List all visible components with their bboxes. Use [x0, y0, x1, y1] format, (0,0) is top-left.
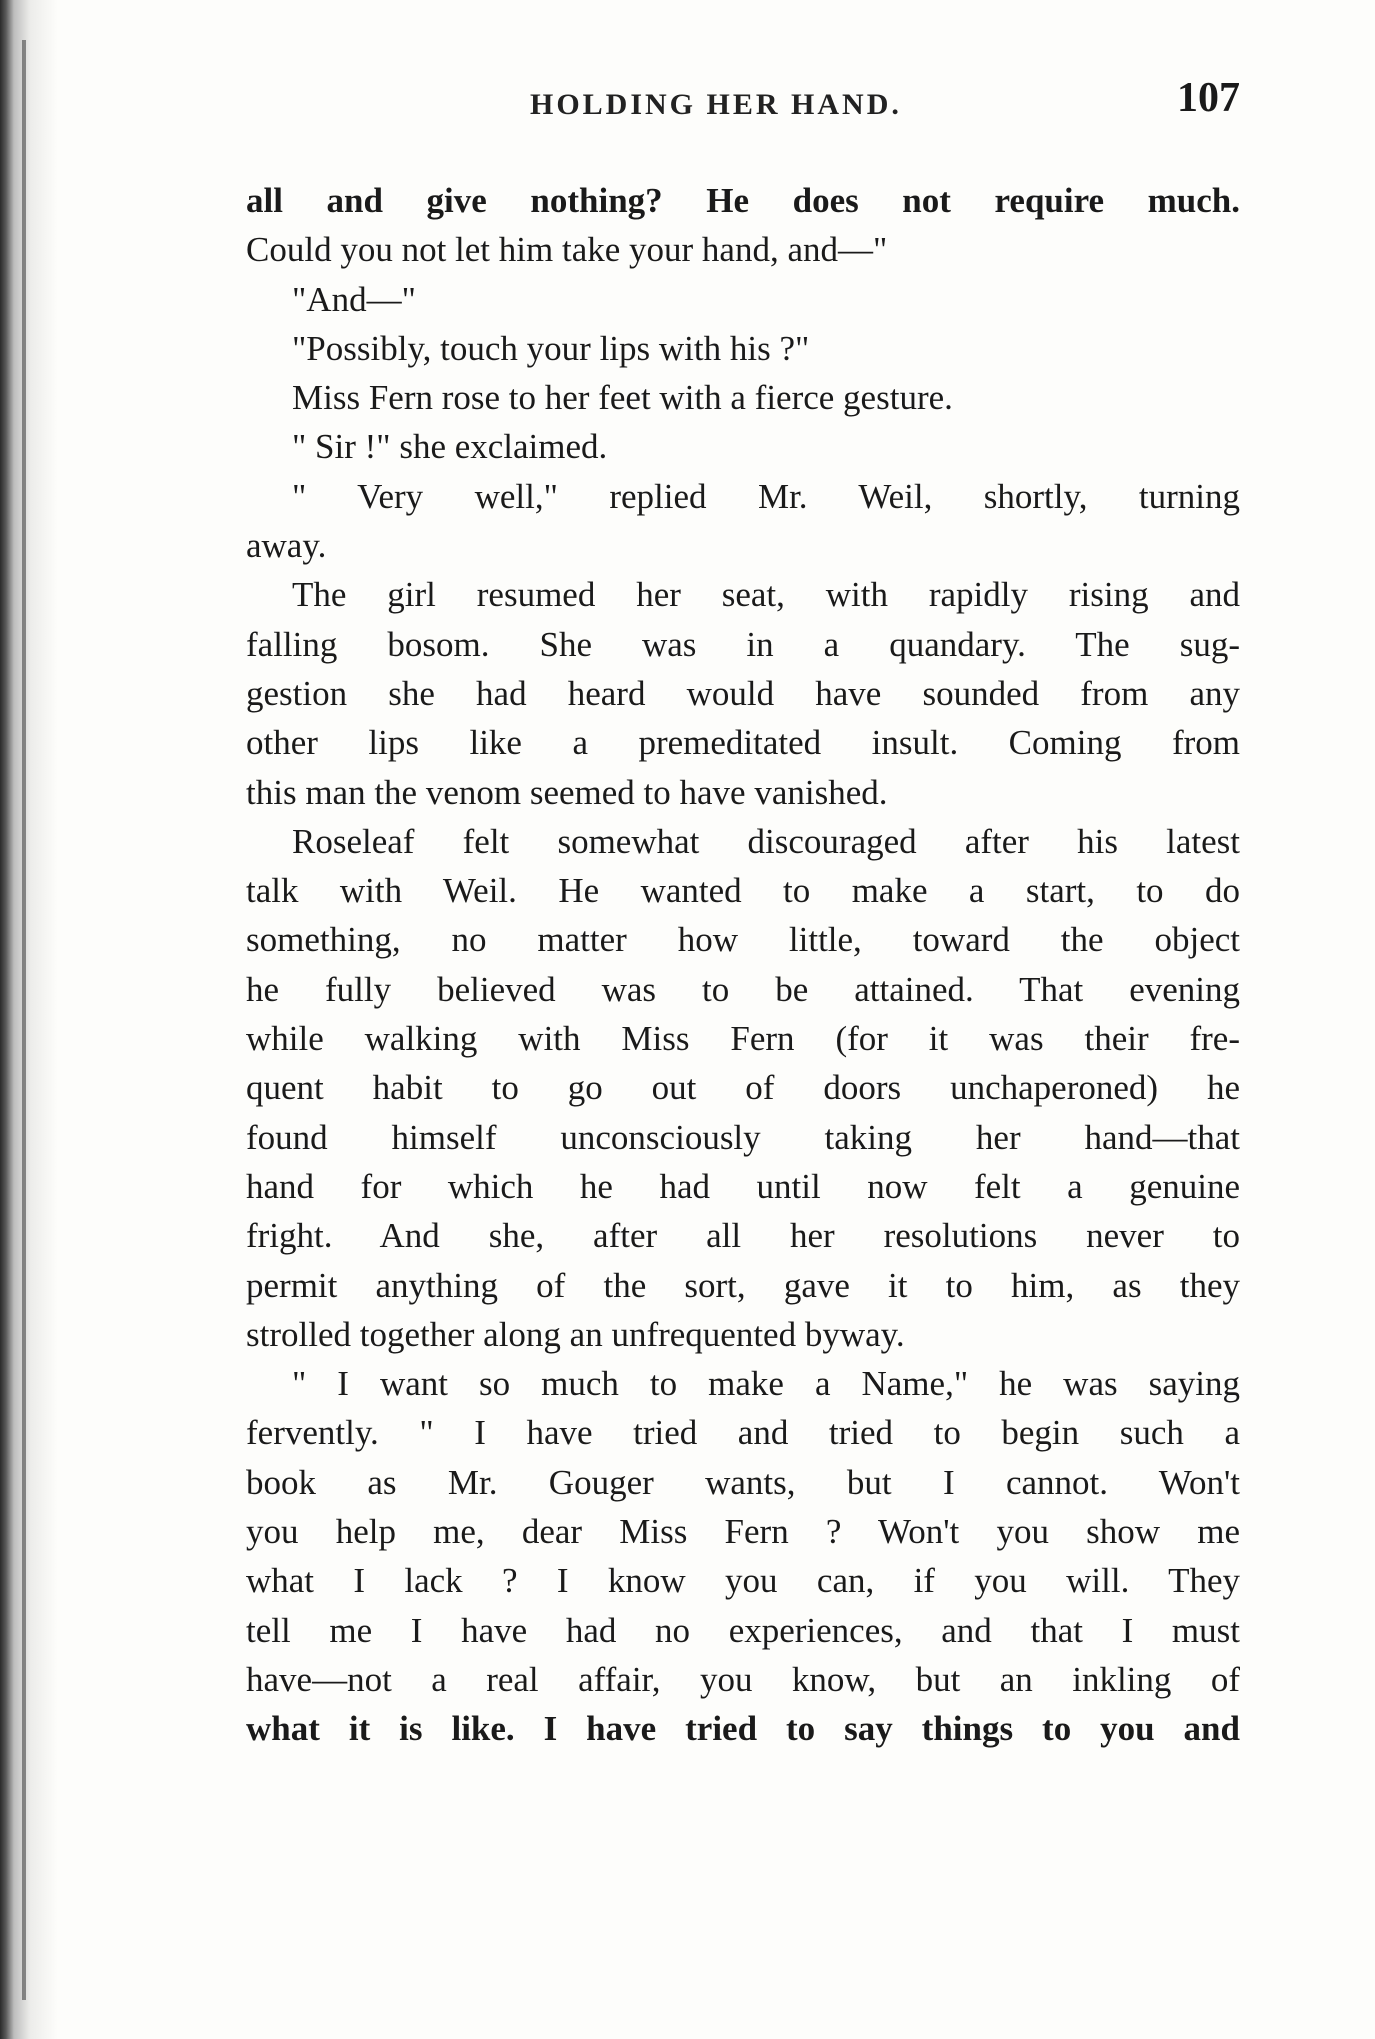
- text-line: Roseleaf felt somewhat discouraged after his latest: [292, 821, 1240, 861]
- text-line: " Very well," replied Mr. Weil, shortly, turning: [292, 476, 1240, 516]
- text-line: Miss Fern rose to her feet with a fierce gesture.: [292, 378, 953, 418]
- text-line: you help me, dear Miss Fern ? Won't you show me: [246, 1512, 1240, 1552]
- text-line: gestion she had heard would have sounded from any: [246, 673, 1240, 713]
- text-line: fervently. " I have tried and tried to begin such a: [246, 1413, 1240, 1453]
- text-line: all and give nothing? He does not require much.: [246, 181, 1240, 220]
- text-line: talk with Weil. He wanted to make a start, to do: [246, 871, 1240, 911]
- text-line: permit anything of the sort, gave it to him, as they: [246, 1265, 1240, 1305]
- book-gutter-line: [22, 40, 26, 2000]
- text-line: something, no matter how little, toward the object: [246, 920, 1240, 960]
- text-line: found himself unconsciously taking her hand—that: [246, 1117, 1240, 1157]
- text-line: tell me I have had no experiences, and that I must: [246, 1610, 1240, 1650]
- text-line: " I want so much to make a Name," he was saying: [292, 1364, 1240, 1404]
- text-line: what it is like. I have tried to say things to you and: [246, 1709, 1240, 1749]
- book-binding-shadow: [0, 0, 58, 2039]
- text-line: "Possibly, touch your lips with his ?": [292, 328, 810, 368]
- text-line: book as Mr. Gouger wants, but I cannot. Won't: [246, 1462, 1240, 1502]
- text-line: The girl resumed her seat, with rapidly rising and: [292, 575, 1240, 615]
- text-line: while walking with Miss Fern (for it was their fre-: [246, 1019, 1240, 1059]
- running-title: HOLDING HER HAND.: [530, 88, 902, 121]
- text-line: have—not a real affair, you know, but an inkling of: [246, 1659, 1240, 1699]
- text-line: away.: [246, 526, 327, 566]
- text-line: " Sir !" she exclaimed.: [292, 427, 608, 467]
- text-line: hand for which he had until now felt a genuine: [246, 1166, 1240, 1206]
- running-header: [250, 74, 1240, 124]
- text-line: other lips like a premeditated insult. Coming from: [246, 723, 1240, 763]
- text-line: he fully believed was to be attained. That evening: [246, 969, 1240, 1009]
- text-line: Could you not let him take your hand, and—": [246, 230, 888, 270]
- text-line: falling bosom. She was in a quandary. The sug-: [246, 624, 1240, 664]
- text-line: what I lack ? I know you can, if you will. They: [246, 1561, 1240, 1601]
- text-line: quent habit to go out of doors unchaperoned) he: [246, 1068, 1240, 1108]
- text-line: "And—": [292, 279, 416, 319]
- text-line: fright. And she, after all her resolutions never to: [246, 1216, 1240, 1256]
- text-line: this man the venom seemed to have vanished.: [246, 772, 888, 812]
- text-line: strolled together along an unfrequented byway.: [246, 1314, 905, 1354]
- page-number: 107: [1177, 75, 1240, 121]
- body-text: [246, 176, 1240, 1754]
